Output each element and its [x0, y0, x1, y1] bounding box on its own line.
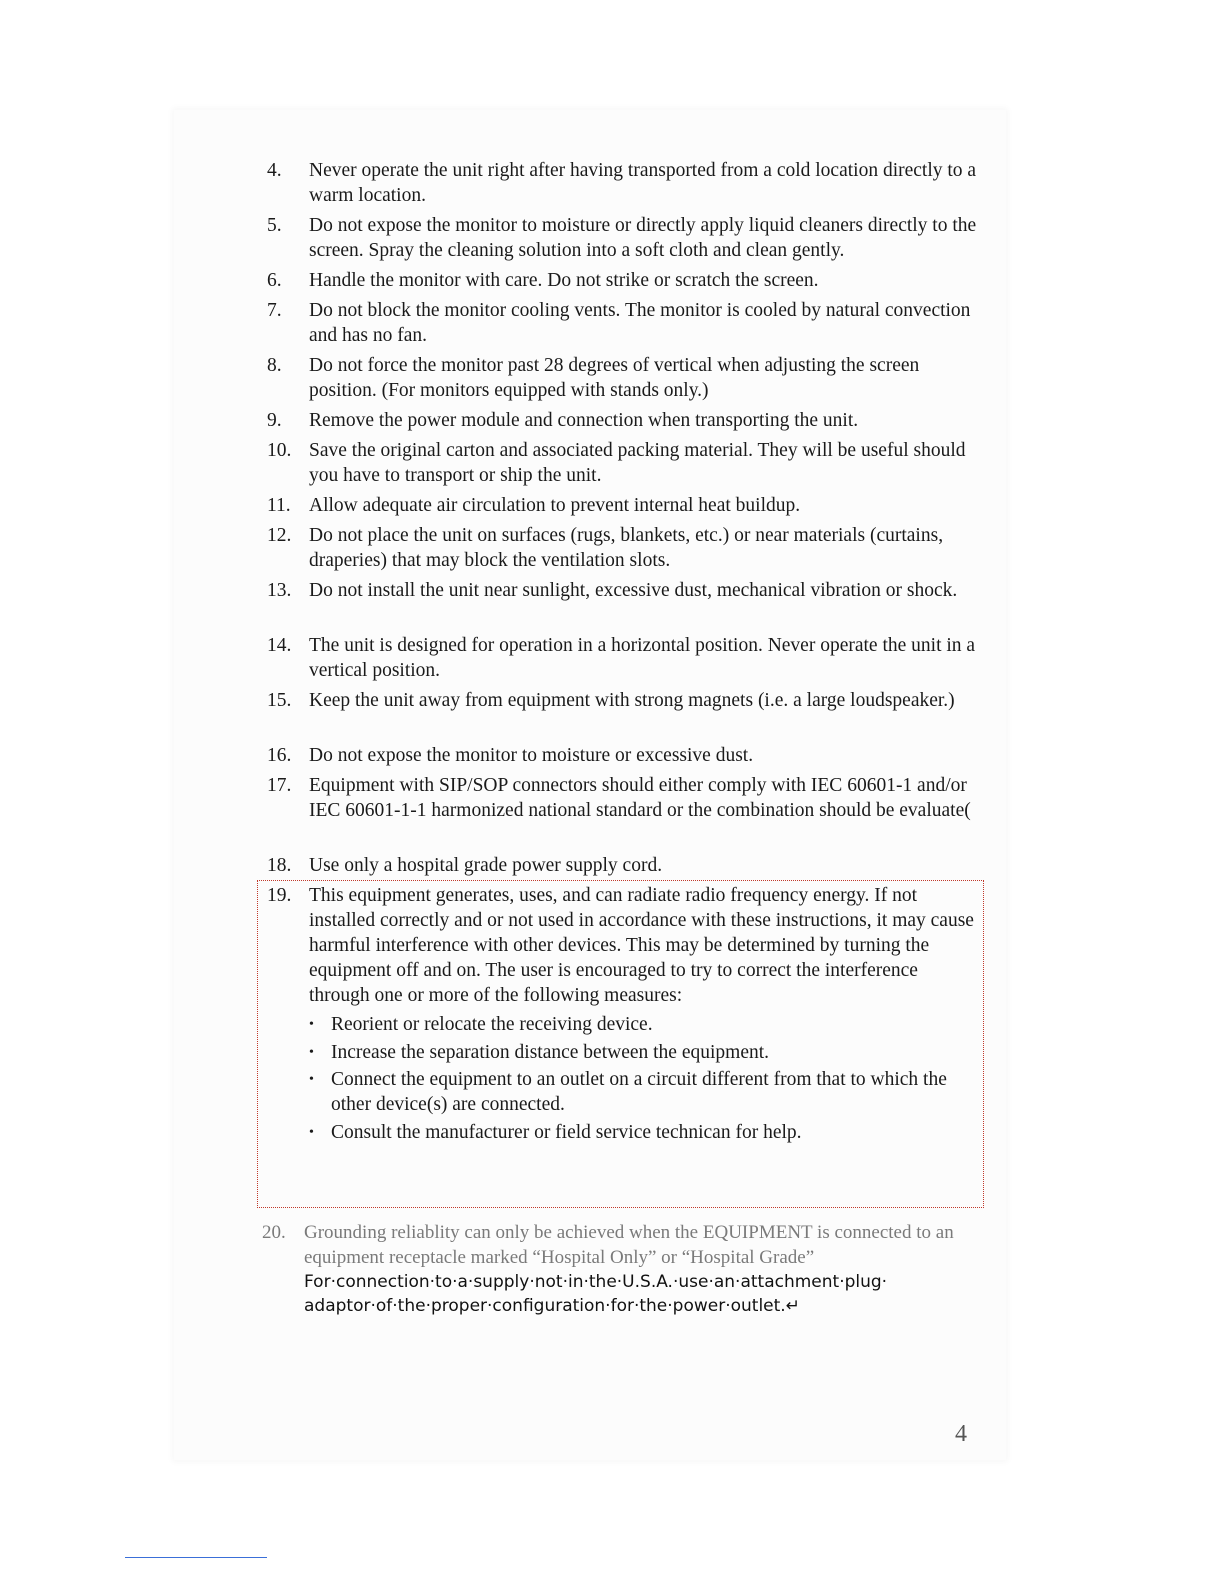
item-number: 20. — [262, 1222, 286, 1243]
item-number: 18. — [267, 855, 292, 876]
list-item-20 — [262, 1220, 974, 1270]
list-item-15 — [267, 688, 979, 713]
item-text: Do not expose the monitor to moisture or excessive dust. — [309, 745, 754, 766]
bullet-item — [309, 1012, 969, 1037]
item-text: Do not expose the monitor to moisture or directly apply liquid cleaners directly to the screen. Spray the cleaning solution into a soft cloth and clean gently. — [309, 215, 977, 261]
item-text: Do not install the unit near sunlight, excessive dust, mechanical vibration or shock. — [309, 580, 958, 601]
list-item-4 — [267, 158, 979, 208]
item-number: 17. — [267, 775, 292, 796]
list-item-17 — [267, 773, 979, 823]
bullet-item — [309, 1067, 969, 1117]
bullet-text: Increase the separation distance between the equipment. — [331, 1042, 770, 1063]
list-item-19 — [267, 883, 979, 1008]
item-number: 4. — [267, 160, 282, 181]
item-text: Allow adequate air circulation to prevent internal heat buildup. — [309, 495, 801, 516]
list-item-14 — [267, 633, 979, 683]
list-item-13 — [267, 578, 979, 603]
item-text: This equipment generates, uses, and can radiate radio frequency energy. If not installed correctly and or not used in accordance with these instructions, it may cause harmful interference with other devices. This may be determined by turning the equipment off and on. The user is encouraged to try to correct the interference through one or more of the following measures: — [309, 885, 974, 1006]
list-item-10 — [267, 438, 979, 488]
list-item-9 — [267, 408, 979, 433]
item-text: Do not block the monitor cooling vents. The monitor is cooled by natural convection and has no fan. — [309, 300, 971, 346]
bullet-text: Consult the manufacturer or field service technican for help. — [331, 1122, 802, 1143]
item-number: 10. — [267, 440, 292, 461]
item-number: 13. — [267, 580, 292, 601]
bullet-text: Connect the equipment to an outlet on a circuit different from that to which the other device(s) are connected. — [331, 1069, 947, 1115]
item-text: Never operate the unit right after having transported from a cold location directly to a warm location. — [309, 160, 977, 206]
item-text: Keep the unit away from equipment with strong magnets (i.e. a large loudspeaker.) — [309, 690, 955, 711]
item-number: 6. — [267, 270, 282, 291]
list-item-16 — [267, 743, 979, 768]
page-number: 4 — [955, 1421, 967, 1447]
item-number: 11. — [267, 495, 291, 516]
item-text: Equipment with SIP/SOP connectors should either comply with IEC 60601-1 and/or IEC 60601-1-1 harmonized national standard or the combination should be evaluate( — [309, 775, 971, 821]
bullet-text: Reorient or relocate the receiving device. — [331, 1014, 653, 1035]
bullet-item — [309, 1120, 969, 1145]
list-item-11 — [267, 493, 979, 518]
list-item-8 — [267, 353, 979, 403]
item-text: Handle the monitor with care. Do not strike or scratch the screen. — [309, 270, 819, 291]
list-item-7 — [267, 298, 979, 348]
item-number: 8. — [267, 355, 282, 376]
item-text: Do not force the monitor past 28 degrees of vertical when adjusting the screen position. (For monitors equipped with stands only.) — [309, 355, 920, 401]
item-number: 5. — [267, 215, 282, 236]
item-number: 19. — [267, 885, 292, 906]
footnote-separator — [125, 1557, 267, 1558]
bullet-icon: • — [309, 1072, 314, 1087]
supply-note-line-2: adaptor·of·the·proper·configuration·for·the·power·outlet.↵ — [304, 1296, 800, 1316]
supply-note-line-1: For·connection·to·a·supply·not·in·the·U.S.A.·use·an·attachment·plug· — [304, 1272, 888, 1292]
item-text: The unit is designed for operation in a horizontal position. Never operate the unit in a vertical position. — [309, 635, 976, 681]
bullet-icon: • — [309, 1125, 314, 1140]
list-item-5 — [267, 213, 979, 263]
list-item-18 — [267, 853, 979, 878]
item-number: 15. — [267, 690, 292, 711]
bullet-icon: • — [309, 1017, 314, 1032]
item-text: Use only a hospital grade power supply cord. — [309, 855, 663, 876]
item-text: Grounding reliablity can only be achieved when the EQUIPMENT is connected to an equipment receptacle marked “Hospital Only” or “Hospital Grade” — [304, 1222, 954, 1268]
list-item-12 — [267, 523, 979, 573]
bullet-icon: • — [309, 1045, 314, 1060]
list-item-6 — [267, 268, 979, 293]
item-number: 16. — [267, 745, 292, 766]
item-text: Remove the power module and connection when transporting the unit. — [309, 410, 859, 431]
item-number: 9. — [267, 410, 282, 431]
item-number: 14. — [267, 635, 292, 656]
item-number: 7. — [267, 300, 282, 321]
bullet-item — [309, 1040, 969, 1065]
item-text: Save the original carton and associated packing material. They will be useful should you have to transport or ship the unit. — [309, 440, 966, 486]
item-text: Do not place the unit on surfaces (rugs, blankets, etc.) or near materials (curtains, draperies) that may block the ventilation slots. — [309, 525, 944, 571]
item-number: 12. — [267, 525, 292, 546]
